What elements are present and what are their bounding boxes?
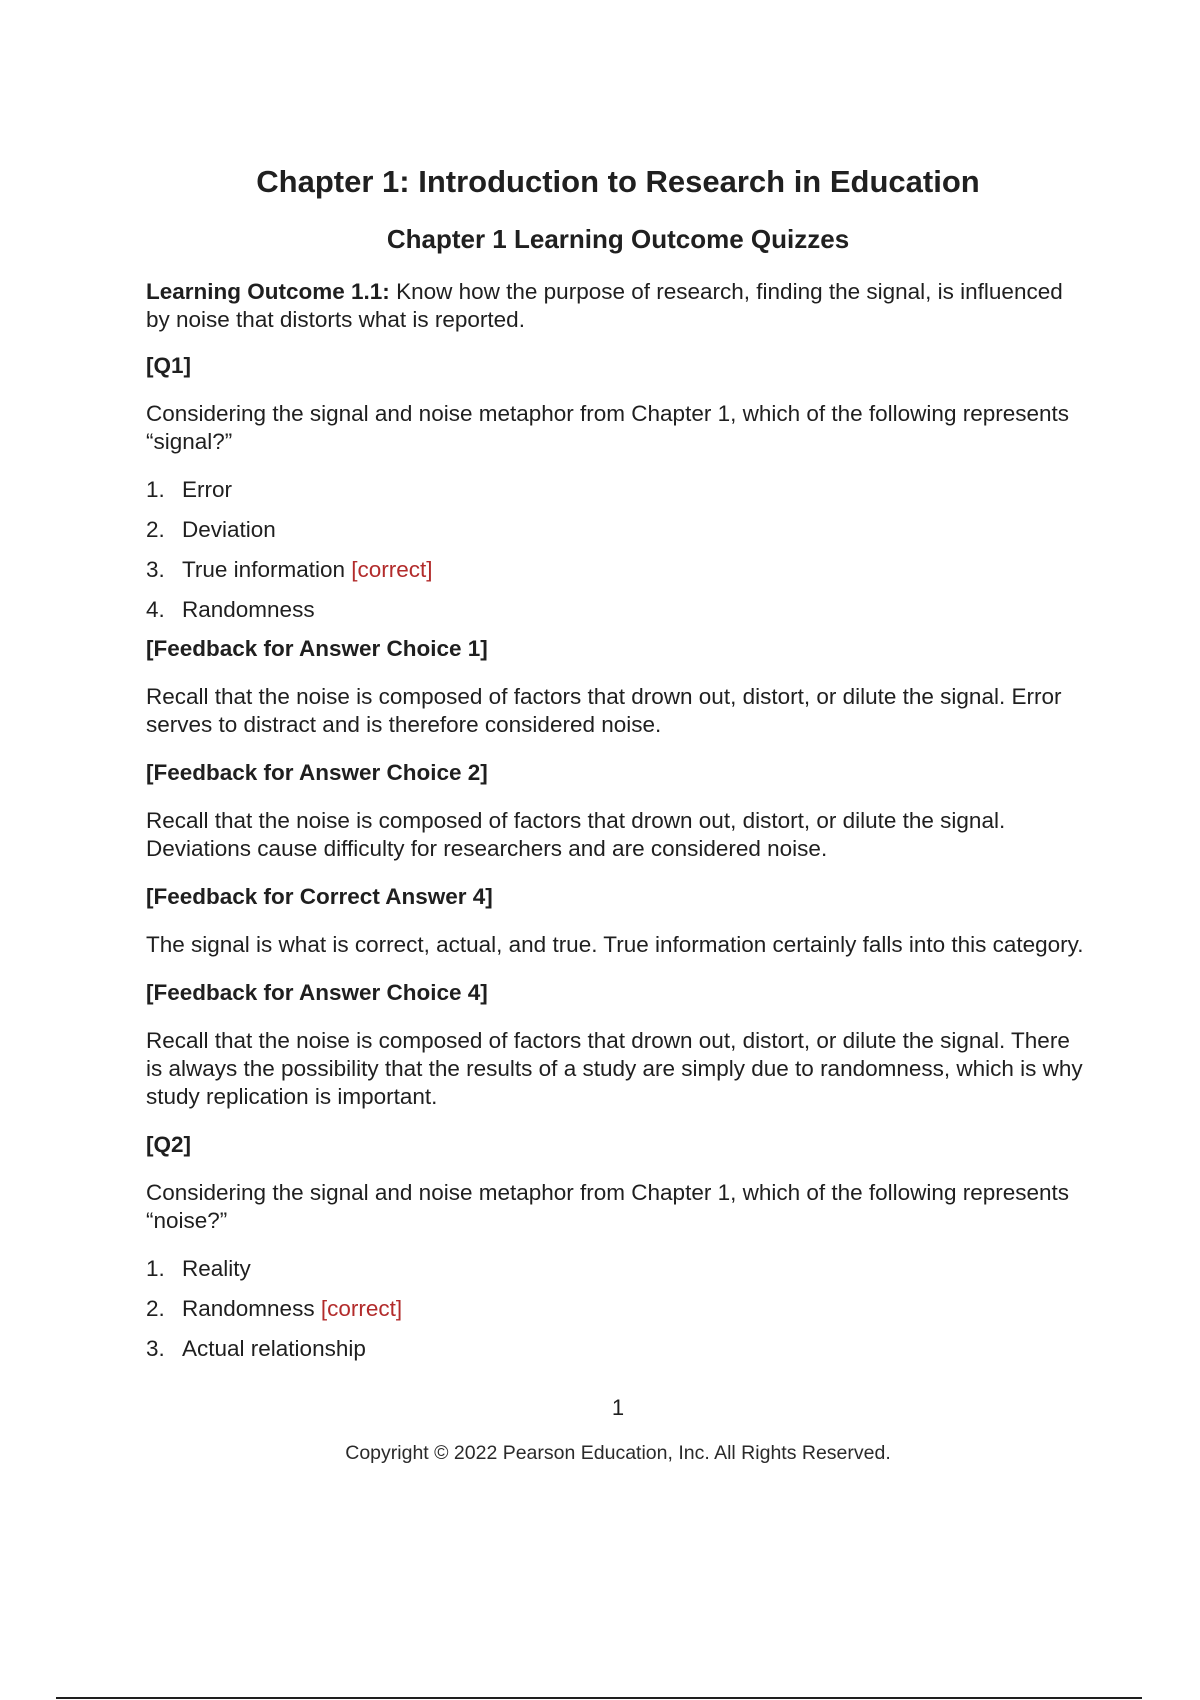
feedback-text: Recall that the noise is composed of factors that drown out, distort, or dilute the signal. Error serves to distract and is therefore considered noise. — [146, 684, 1062, 737]
question-2-choices — [146, 1255, 1086, 1363]
question-2-label: [Q2] — [146, 1132, 191, 1157]
feedback-label: [Feedback for Answer Choice 4] — [146, 980, 488, 1005]
question-1-label: [Q1] — [146, 353, 191, 378]
feedback-label: [Feedback for Answer Choice 2] — [146, 760, 488, 785]
learning-outcome-text: Know how the purpose of research, finding the signal, is influenced by noise that distorts what is reported. — [146, 279, 1063, 332]
answer-choice — [146, 596, 1086, 624]
question-2-prompt: Considering the signal and noise metaphor from Chapter 1, which of the following represents “noise?” — [146, 1180, 1070, 1233]
question-1-prompt: Considering the signal and noise metaphor from Chapter 1, which of the following represents “signal?” — [146, 401, 1070, 454]
page-bottom-divider — [56, 1697, 1142, 1699]
choice-text: Reality — [182, 1256, 251, 1281]
choice-text: Actual relationship — [182, 1336, 366, 1361]
feedback-text: The signal is what is correct, actual, and true. True information certainly falls into this category. — [146, 932, 1084, 957]
answer-choice — [146, 476, 1086, 504]
feedback-text: Recall that the noise is composed of factors that drown out, distort, or dilute the signal. There is always the possibility that the results of a study are simply due to randomness, which is why study replication is important. — [146, 1028, 1083, 1109]
answer-choice-correct — [146, 556, 1086, 584]
choice-number: 2. — [146, 1296, 165, 1321]
correct-tag: [correct] — [351, 557, 433, 582]
choice-text: True information — [182, 557, 345, 582]
feedback-label: [Feedback for Answer Choice 1] — [146, 636, 488, 661]
answer-choice — [146, 1255, 1086, 1283]
document-content — [146, 278, 1086, 1374]
choice-number: 4. — [146, 597, 165, 622]
correct-tag: [correct] — [320, 1296, 403, 1321]
quiz-title: Chapter 1 Learning Outcome Quizzes — [386, 224, 850, 254]
chapter-title: Chapter 1: Introduction to Research in Education — [256, 164, 980, 199]
choice-text: Error — [182, 477, 232, 502]
learning-outcome-label: Learning Outcome 1.1: — [146, 279, 390, 304]
answer-choice — [146, 1335, 1086, 1363]
answer-choice — [146, 516, 1086, 544]
page-number: 1 — [611, 1395, 625, 1420]
choice-text: Deviation — [182, 517, 276, 542]
copyright-notice: Copyright © 2022 Pearson Education, Inc. All Rights Reserved. — [345, 1442, 891, 1464]
answer-choice-correct — [146, 1295, 1086, 1323]
choice-number: 1. — [146, 477, 165, 502]
choice-number: 3. — [146, 1336, 165, 1361]
choice-text: Randomness — [182, 597, 315, 622]
learning-outcome — [146, 278, 1086, 334]
question-1-choices — [146, 476, 1086, 624]
choice-text: Randomness — [182, 1296, 315, 1321]
choice-number: 1. — [146, 1256, 165, 1281]
feedback-text: Recall that the noise is composed of factors that drown out, distort, or dilute the signal. Deviations cause difficulty for researchers and are considered noise. — [146, 808, 1006, 861]
feedback-label: [Feedback for Correct Answer 4] — [146, 884, 493, 909]
choice-number: 3. — [146, 557, 165, 582]
choice-number: 2. — [146, 517, 165, 542]
